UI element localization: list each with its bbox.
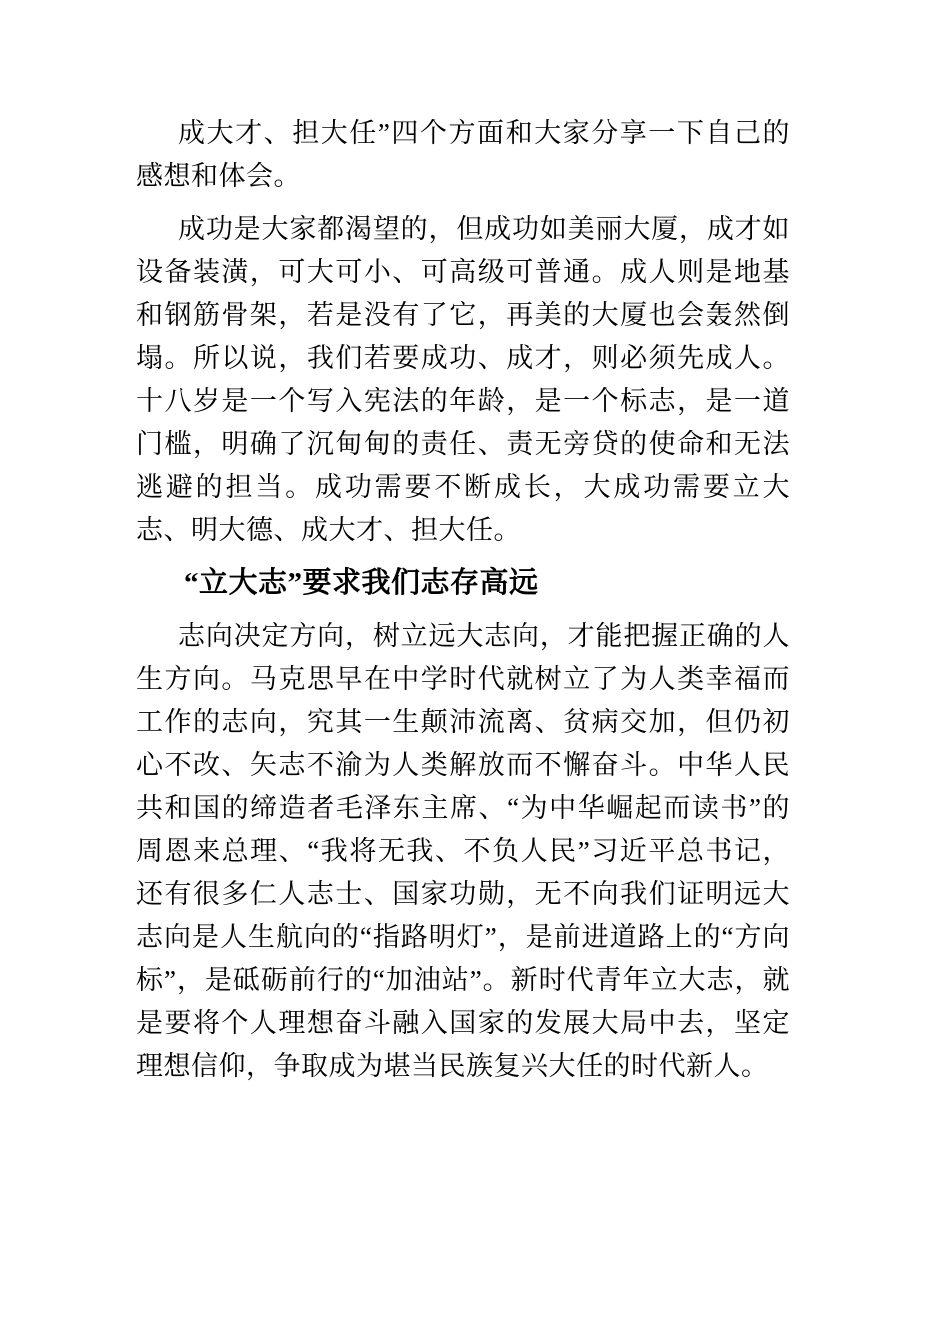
document-text-block <box>136 112 790 1098</box>
paragraph-body-aspiration: 志向决定方向，树立远大志向，才能把握正确的人生方向。马克思早在中学时代就树立了为人类幸福而工作的志向，究其一生颠沛流离、贫病交加，但仍初心不改、矢志不渝为人类解放而不懈奋斗。中华人民共和国的缔造者毛泽东主席、“为中华崛起而读书”的周恩来总理、“我将无我、不负人民”习近平总书记，还有很多仁人志士、国家功勋，无不向我们证明远大志向是人生航向的“指路明灯”，是前进道路上的“方向标”，是砥砺前行的“加油站”。新时代青年立大志，就是要将个人理想奋斗融入国家的发展大局中去，坚定理想信仰，争取成为堪当民族复兴大任的时代新人。 <box>136 621 790 1081</box>
paragraph-continuation: 成大才、担大任”四个方面和大家分享一下自己的感想和体会。 <box>136 118 790 191</box>
paragraph-body-success: 成功是大家都渴望的，但成功如美丽大厦，成才如设备装潢，可大可小、可高级可普通。成人则是地基和钢筋骨架，若是没有了它，再美的大厦也会轰然倒塌。所以说，我们若要成功、成才，则必须先成人。十八岁是一个写入宪法的年龄，是一个标志，是一道门槛，明确了沉甸甸的责任、责无旁贷的使命和无法逃避的担当。成功需要不断成长，大成功需要立大志、明大德、成大才、担大任。 <box>136 214 790 545</box>
section-heading-lidazhi: “立大志”要求我们志存高远 <box>184 567 539 599</box>
